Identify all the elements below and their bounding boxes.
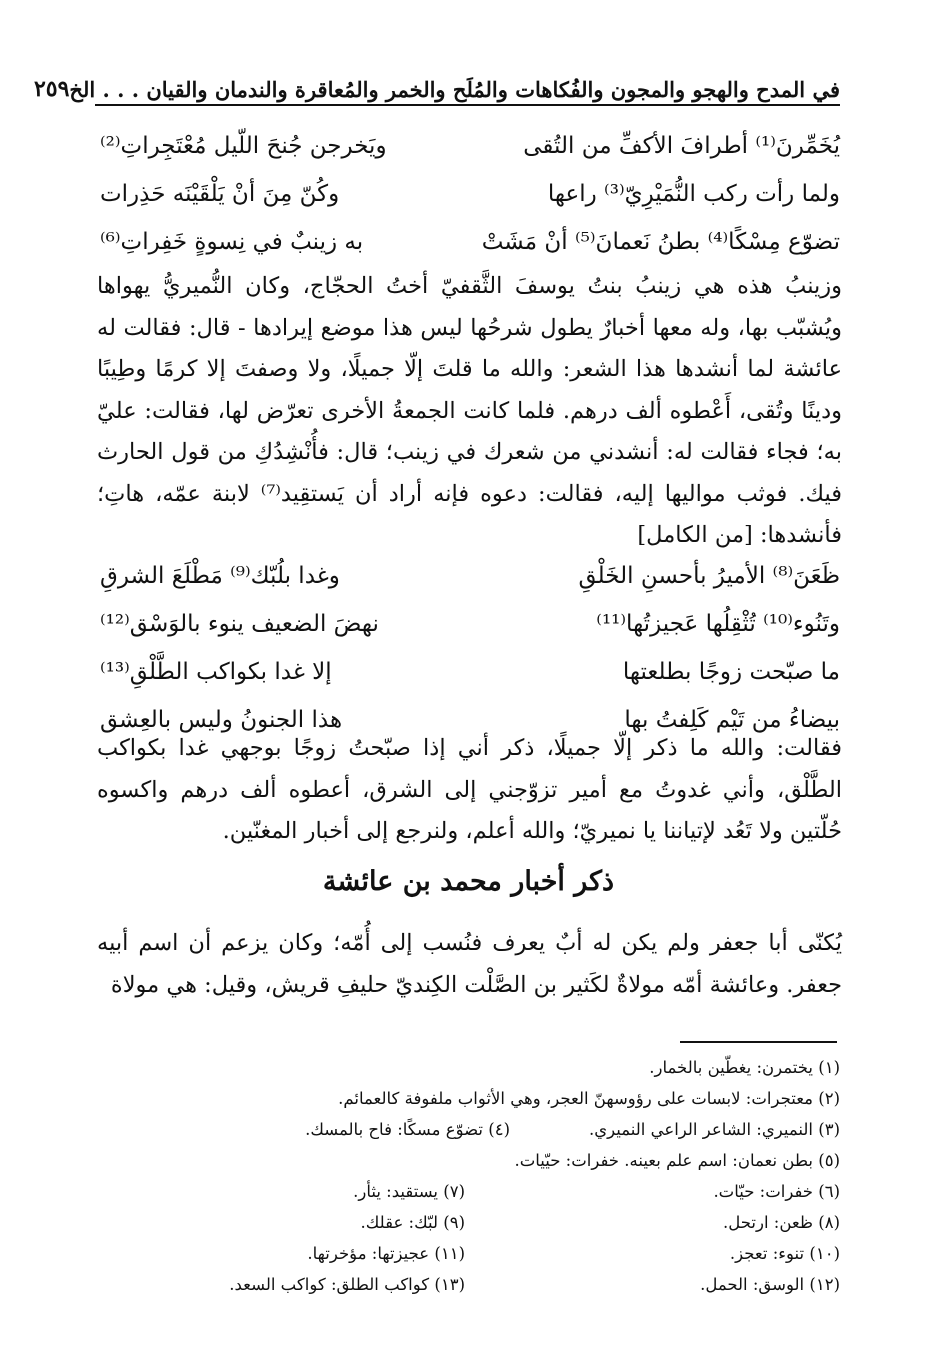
footnote: (٥) بطن نعمان: اسم علم بعينه. خفرات: حيّيات.: [514, 1151, 840, 1170]
footnote: (٣) النميري: الشاعر الراعي النميري.: [589, 1120, 840, 1139]
footnote: (٤) تضوّع مسكًا: فاح بالمسك.: [305, 1120, 510, 1139]
paragraph-text: فقالت: والله ما ذكر إلّا جميلًا، ذكر أني إذا صبّحتُ زوجًا بوجهي غدا بكواكب الطَّلْق، وأني غدوتُ مع أمير تزوّجني إلى الشرق، أعطوه ألف درهم واكسوه حُلّتين ولا تَعُد لإتياننا يا نميريّ؛ والله أعلم، ولنرجع إلى أخبار المغنّين.: [97, 735, 842, 844]
footnote-row: [110, 1145, 840, 1176]
footnote: (١٠) تنوء: تعجز.: [729, 1244, 840, 1263]
footnote-row: [110, 1176, 840, 1207]
page-number: ٢٥٩: [33, 76, 70, 102]
footnote: (٧) يستقيد: يثأر.: [353, 1182, 465, 1201]
footnote-rule: [680, 1041, 837, 1043]
header-rule: [95, 104, 840, 106]
verse-line: [100, 552, 840, 600]
verse-right-hemistich: ظَعَنَ⁽⁸⁾ الأميرُ بأحسنِ الخَلْقِ: [578, 563, 840, 589]
footnote: (٩) لبّك: عقلك.: [360, 1213, 465, 1232]
verse-right-hemistich: وتَنُوء⁽¹⁰⁾ تُثْقِلُها عَجيزتُها⁽¹¹⁾: [596, 611, 840, 637]
footnote-row: [110, 1269, 840, 1300]
verse-left-hemistich: هذا الجنونُ وليس بالعِشق: [100, 707, 343, 733]
verse-line: [100, 648, 840, 696]
verse-left-hemistich: ويَخرجن جُنحَ اللّيل مُعْتَجِراتِ⁽²⁾: [100, 133, 387, 159]
meter-label: [من الكامل]: [637, 522, 753, 548]
paragraph-zaynab: [97, 266, 842, 557]
footnote-row: [110, 1238, 840, 1269]
footnote: (١٢) الوسق: الحمل.: [700, 1275, 840, 1294]
footnote: (٢) معتجرات: لابسات على رؤوسهنّ العجر، وهي الأثواب ملفوفة كالعمائم.: [338, 1089, 840, 1108]
verse-line: [100, 218, 840, 266]
verse-right-hemistich: يُخَمِّرنَ⁽¹⁾ أطرافَ الأكفِّ من التُقى: [523, 133, 840, 159]
verse-line: [100, 170, 840, 218]
running-title: في المدح والهجو والمجون والفُكاهات والمُلَح والخمر والمُعاقرة والندمان والقيان . . . الخ: [69, 77, 840, 102]
footnote: (٨) ظعن: ارتحل.: [723, 1213, 840, 1232]
verse-right-hemistich: تضوّع مِسْكًا⁽⁴⁾ بطنُ نَعمانَ⁽⁵⁾ أنْ مَشَتْ: [481, 229, 840, 255]
paragraph-text: يُكنّى أبا جعفر ولم يكن له أبٌ يعرف فنُسب إلى أُمّه؛ وكان يزعم أن اسم أبيه جعفر. وعائشة أمّه مولاةٌ لكَثير بن الصَّلْت الكِنديّ حليفِ قريش، وقيل: هي مولاة: [97, 930, 842, 998]
verse-right-hemistich: ما صبّحت زوجًا بطلعتها: [622, 659, 840, 685]
running-header: [33, 62, 840, 102]
footnote-row: [110, 1207, 840, 1238]
footnote-row: [110, 1052, 840, 1083]
verse-left-hemistich: نهضَ الضعيف ينوء بالوَسْق⁽¹²⁾: [100, 611, 379, 637]
verse-line: [100, 122, 840, 170]
footnote-row: [110, 1083, 840, 1114]
verse-line: [100, 600, 840, 648]
verse-left-hemistich: به زينبٌ في نِسوةٍ خَفِراتِ⁽⁶⁾: [100, 229, 364, 255]
verse-left-hemistich: وغدا بلُبّك⁽⁹⁾ مَطْلَعَ الشرقِ: [100, 563, 340, 589]
paragraph-reply: [97, 728, 842, 853]
section-heading: ذكر أخبار محمد بن عائشة: [322, 866, 615, 897]
verse-left-hemistich: وكُنّ مِنَ أنْ يَلْقَيْنَه حَذِرات: [100, 181, 340, 207]
poem-block-1: [100, 122, 840, 266]
paragraph-ibn-aisha: [97, 923, 842, 1006]
footnote: (١٣) كواكب الطلق: كواكب السعد.: [229, 1275, 465, 1294]
verse-left-hemistich: إلا غدا بكواكب الطَّلْقِ⁽¹³⁾: [100, 659, 332, 685]
footnotes: [110, 1052, 840, 1300]
footnote: (١) يختمرن: يغطّين بالخمار.: [649, 1058, 840, 1077]
verse-right-hemistich: ولما رأت ركب النُّمَيْرِيّ⁽³⁾ راعها: [547, 181, 840, 207]
poem-block-2: [100, 552, 840, 744]
footnote-row: [110, 1114, 840, 1145]
verse-right-hemistich: بيضاءُ من تَيْم كَلِفتُ بها: [624, 707, 840, 733]
paragraph-text: وزينبُ هذه هي زينبُ بنتُ يوسفَ الثَّقفيّ أختُ الحجّاج، وكان النُّميريُّ يهواها ويُشبّب بها، وله معها أخبارٌ يطول شرحُها ليس هذا موضع إيرادها - قال: فقالت له عائشة لما أنشدها هذا الشعر: والله ما قلتَ إلّا جميلًا، ولا وصفتَ إلا كرمًا وطِيبًا ودينًا وتُقى، أَعْطوه ألف درهم. فلما كانت الجمعةُ الأخرى تعرّض لها، فقالت: عليّ به؛ فجاء فقالت له: أنشدني من شعرك في زينب؛ قال: فأُنْشِدُكِ من قول الحارث فيك. فوثب مواليها إليه، فقالت: دعوه فإنه أراد أن يَستقِيد⁽⁷⁾ لابنة عمّه، هاتِ؛ فأنشدها:: [97, 273, 842, 548]
footnote: (١١) عجيزتها: مؤخرتها.: [307, 1244, 465, 1263]
footnote: (٦) خفرات: حيّات.: [713, 1182, 840, 1201]
